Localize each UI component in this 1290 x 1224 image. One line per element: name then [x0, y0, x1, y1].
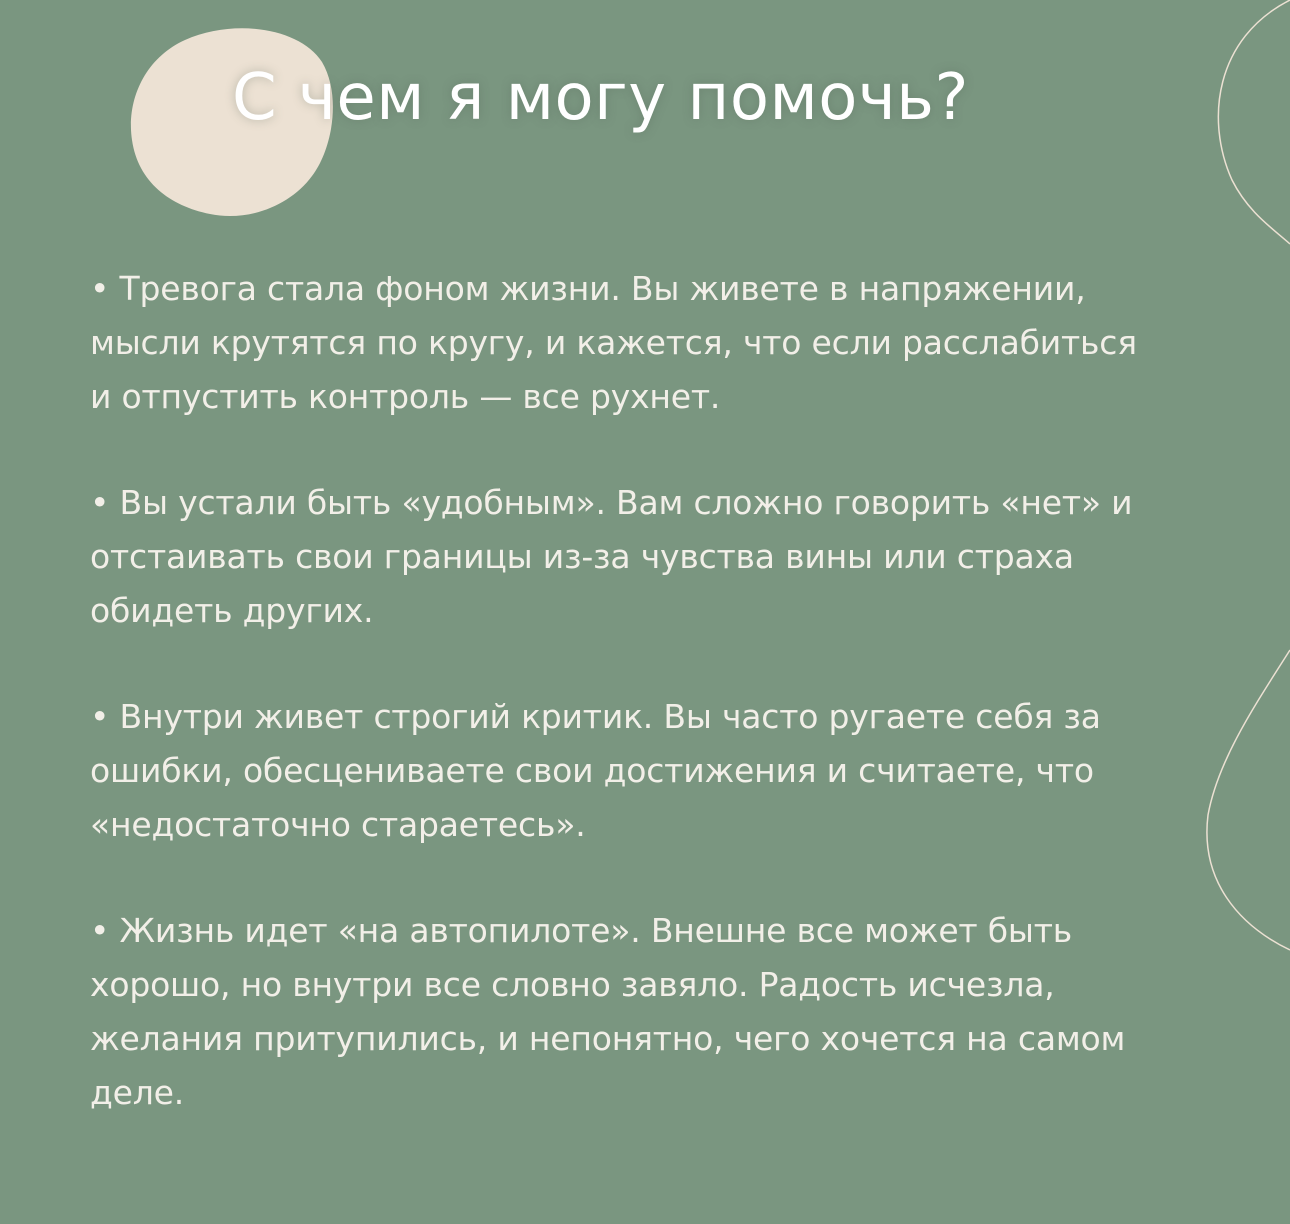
decor-curve-right	[1207, 650, 1290, 950]
list-item-anxiety: • Тревога стала фоном жизни. Вы живете в напряжении, мысли крутятся по кругу, и кажется, что если расслабиться и отпустить контроль — все рухнет.	[90, 269, 1137, 416]
page-title: С чем я могу помочь?	[232, 61, 969, 135]
list-item-autopilot: • Жизнь идет «на автопилоте». Внешне все может быть хорошо, но внутри все словно завяло. Радость исчезла, желания притупились, и непонятно, чего хочется на самом деле.	[90, 911, 1126, 1112]
decor-curve-top	[1218, 0, 1290, 244]
help-topics-list	[90, 262, 1200, 1172]
list-item-inner-critic: • Внутри живет строгий критик. Вы часто ругаете себя за ошибки, обесцениваете свои достижения и считаете, что «недостаточно стараетесь».	[90, 697, 1101, 844]
list-item-people-pleasing: • Вы устали быть «удобным». Вам сложно говорить «нет» и отстаивать свои границы из-за чувства вины или страха обидеть других.	[90, 483, 1133, 630]
